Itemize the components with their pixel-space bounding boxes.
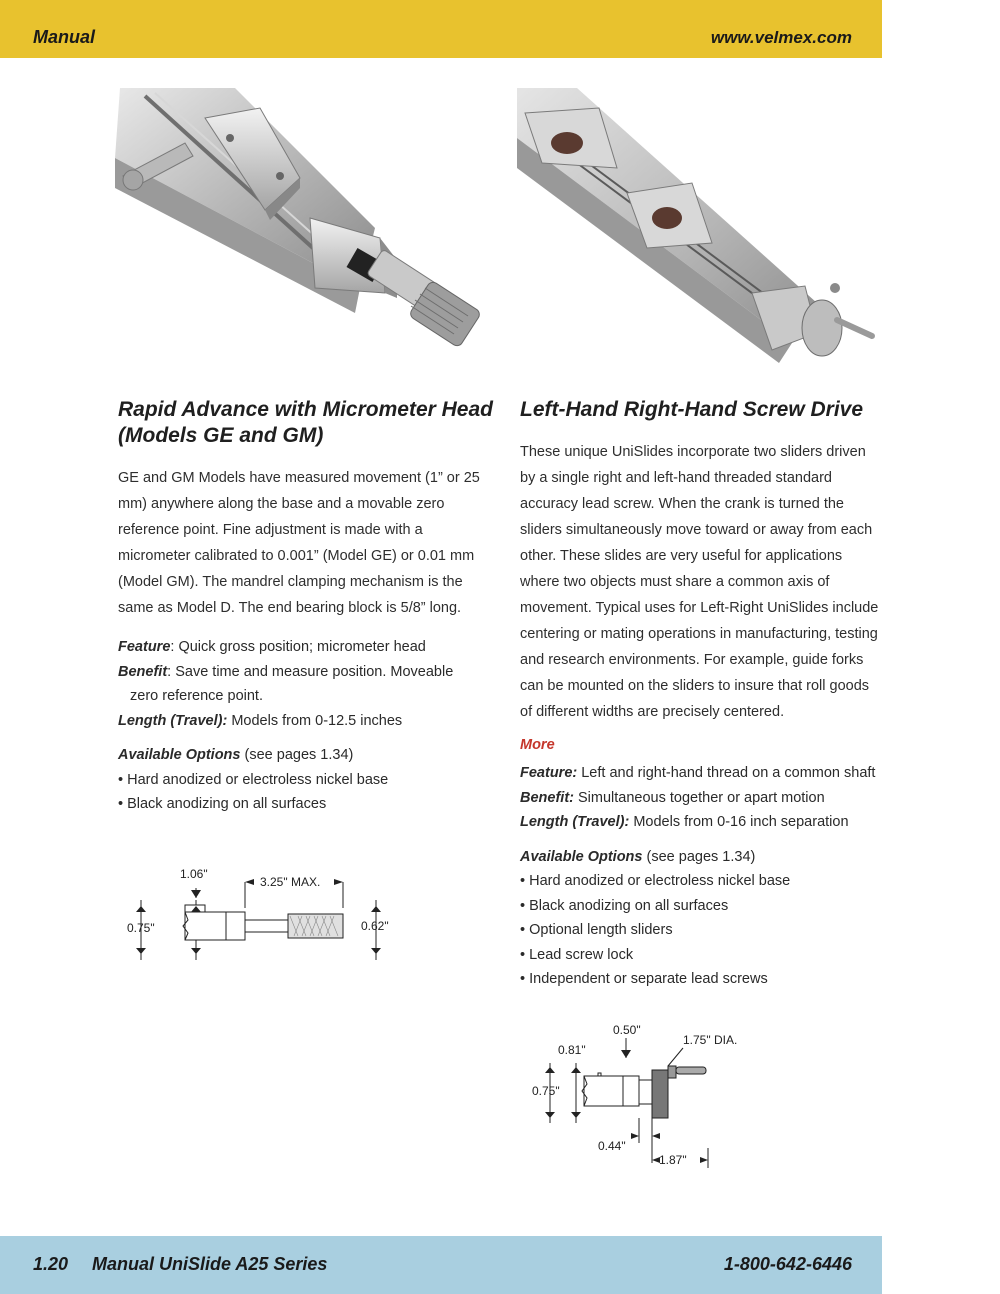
options-heading: Available Options (see pages 1.34): [520, 848, 756, 865]
screw-drive-slide-photo: [517, 88, 882, 370]
benefit-line: Benefit: Simultaneous together or apart motion: [520, 789, 825, 806]
list-item: • Black anodizing on all surfaces: [118, 796, 327, 812]
left-options: [118, 743, 498, 817]
page-number: 1.20: [33, 1254, 69, 1274]
benefit-line: Benefit: Save time and measure position. Moveable: [118, 663, 454, 680]
options-heading: Available Options (see pages 1.34): [118, 747, 354, 763]
dimension-label: 0.81": [558, 1043, 586, 1057]
feature-line: Feature: Left and right-hand thread on a common shaft: [520, 765, 876, 781]
left-product-description: GE and GM Models have measured movement (1” or 25 mm) anywhere along the base and a movable zero reference point. Fine adjustment is made with a micrometer calibrated to 0.001” (Model GE) or 0.01 mm (Model GM). The mandrel clamping mechanism is the same as Model D. The end bearing block is 5/8” long.: [118, 470, 480, 616]
header-band: [0, 0, 882, 58]
dimension-label: 0.75": [127, 921, 155, 935]
list-item: • Hard anodized or electroless nickel base: [520, 873, 791, 889]
left-product-features: [118, 635, 498, 733]
list-item: • Optional length sliders: [520, 922, 673, 938]
list-item: • Black anodizing on all surfaces: [520, 897, 729, 914]
length-line: Length (Travel): Models from 0-16 inch separation: [520, 814, 849, 830]
dimension-label: 0.44": [598, 1139, 626, 1153]
feature-line: Feature: Quick gross position; micrometer head: [118, 639, 426, 655]
right-product-description: These unique UniSlides incorporate two sliders driven by a single right and left-hand threaded standard accuracy lead screw. When the crank is turned the sliders simultaneously move toward or away from each other. These slides are very useful for applications where two objects must share a common axis of movement. Typical uses for Left-Right UniSlides include centering or mating operations in manufacturing, testing and research environments. For example, guide forks can be mounted on the sliders to insure that roll goods of different widths are precisely centered.: [520, 444, 879, 720]
footer-band: [0, 1236, 882, 1294]
list-item: • Independent or separate lead screws: [520, 971, 768, 987]
left-product-section: [118, 397, 498, 817]
right-product-section: [520, 397, 885, 992]
list-item: • Hard anodized or electroless nickel base: [118, 771, 389, 788]
list-item: • Lead screw lock: [520, 946, 634, 963]
right-product-features: [520, 761, 885, 835]
screw-drive-dimension-diagram: [528, 1018, 768, 1178]
dimension-label: 1.06": [180, 867, 208, 881]
dimension-label: 1.75" DIA.: [683, 1033, 738, 1047]
length-line: Length (Travel): Models from 0-12.5 inches: [118, 712, 403, 729]
micrometer-slide-photo: [115, 88, 480, 370]
header-website[interactable]: www.velmex.com: [710, 28, 852, 47]
benefit-line-continued: zero reference point.: [130, 688, 263, 704]
dimension-label: 0.50": [613, 1023, 641, 1037]
footer-phone[interactable]: 1-800-642-6446: [723, 1254, 852, 1274]
micrometer-dimension-diagram: [118, 860, 408, 970]
more-link[interactable]: More: [520, 737, 555, 753]
right-product-title: Left-Hand Right-Hand Screw Drive: [520, 398, 864, 421]
dimension-label: 3.25" MAX.: [260, 875, 321, 889]
dimension-label: 0.75": [532, 1084, 560, 1098]
header-section: Manual: [33, 27, 96, 47]
dimension-label: 1.87": [659, 1153, 687, 1167]
dimension-label: 0.62": [361, 919, 389, 933]
left-product-title: Rapid Advance with Micrometer Head (Models GE and GM): [118, 398, 493, 447]
footer-title: Manual UniSlide A25 Series: [92, 1254, 328, 1274]
right-options: [520, 845, 885, 992]
